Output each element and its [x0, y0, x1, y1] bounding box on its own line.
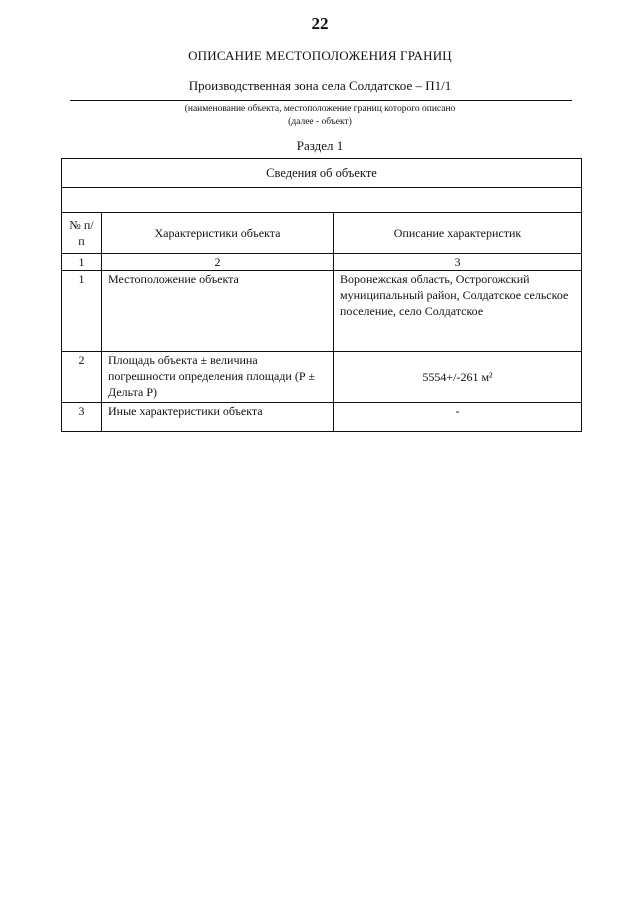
- table-row: [62, 403, 582, 432]
- column-header-characteristic: Характеристики объекта: [102, 213, 334, 254]
- table-row: [62, 271, 582, 352]
- row-description: Воронежская область, Острогожский муниципальный район, Солдатское сельское поселение, село Солдатское: [334, 271, 582, 352]
- row-characteristic: Иные характеристики объекта: [102, 403, 334, 432]
- note-line-2: (далее - объект): [288, 116, 352, 127]
- column-header-num: № п/п: [62, 213, 102, 254]
- table-heading: Сведения об объекте: [62, 159, 582, 188]
- column-number: 3: [334, 254, 582, 271]
- row-characteristic: Местоположение объекта: [102, 271, 334, 352]
- column-header-row: [62, 213, 582, 254]
- row-number: 1: [62, 271, 102, 352]
- row-description: -: [334, 403, 582, 432]
- underline-divider: [70, 100, 572, 101]
- object-name-note: [0, 103, 640, 128]
- column-number-row: [62, 254, 582, 271]
- table-row: [62, 352, 582, 403]
- note-line-1: (наименование объекта, местоположение границ которого описано: [184, 104, 456, 114]
- object-info-table: [61, 158, 582, 432]
- column-number: 2: [102, 254, 334, 271]
- table-blank-row: [62, 188, 582, 213]
- section-title: Раздел 1: [296, 138, 344, 153]
- page-number: 22: [311, 14, 329, 33]
- row-number: 3: [62, 403, 102, 432]
- table-blank-cell: [62, 188, 582, 213]
- row-description: 5554+/-261 м²: [334, 352, 582, 403]
- table-heading-row: [62, 159, 582, 188]
- column-header-description: Описание характеристик: [334, 213, 582, 254]
- document-title: ОПИСАНИЕ МЕСТОПОЛОЖЕНИЯ ГРАНИЦ: [188, 48, 452, 63]
- row-number: 2: [62, 352, 102, 403]
- object-name: Производственная зона села Солдатское – П1/1: [188, 78, 452, 93]
- row-characteristic: Площадь объекта ± величина погрешности определения площади (Р ± Дельта Р): [102, 352, 334, 403]
- column-number: 1: [62, 254, 102, 271]
